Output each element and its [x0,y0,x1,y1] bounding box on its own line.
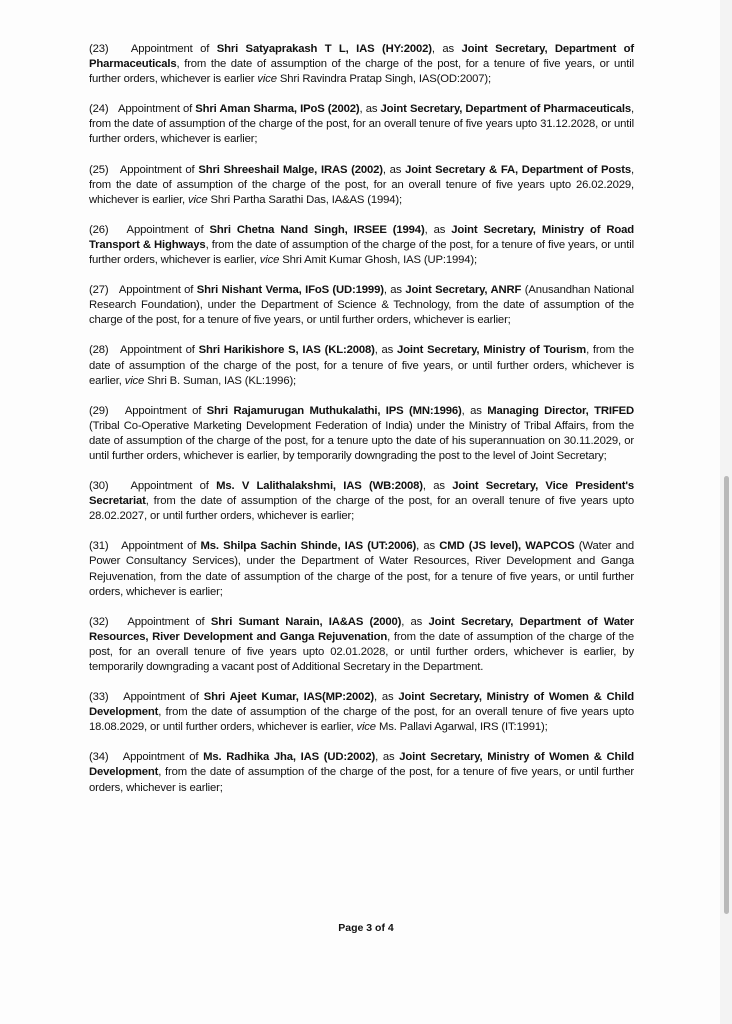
appointment-item-25 [89,163,634,208]
text-segment: , as [431,43,462,55]
italic-text: vice [188,193,208,206]
text-segment: , as [382,163,406,176]
bold-text: Joint Secretary, Department of Water Resources, River Development and Ganga Rejuvenation [89,615,634,643]
text-segment: (31) Appointment of [89,540,201,553]
text-segment: , from the date of assumption of the charge of the post, for an overall tenure of five years upto 26.02.2029, whichever is earlier, [89,163,634,206]
appointment-item-23 [89,42,634,87]
text-segment: (29) Appointment of [89,404,207,417]
appointment-item-27 [89,283,634,328]
text-segment: , from the date of assumption of the charge of the post, for a tenure of five years, or until further orders, whichever is earlier, [89,238,634,267]
text-segment: Shri B. Suman, IAS (KL:1996); [144,374,297,387]
text-segment: (23) Appointment of [89,43,217,55]
bold-text: Joint Secretary, Vice President's Secretariat [89,480,635,508]
bold-text: Shri Sumant Narain, IA&AS (2000) [210,615,402,628]
text-segment: , as [416,540,440,553]
text-segment: , as [375,751,400,764]
appointment-item-24 [89,102,634,147]
text-segment: (Anusandhan National Research Foundation), under the Department of Science & Technology, from the date of assumption of the charge of the post, for a tenure of five years, or until further orders, whichever is earlier; [89,284,634,327]
text-segment: (24) Appointment of [89,103,196,116]
bold-text: Joint Secretary, Department of Pharmaceuticals [89,43,635,71]
bold-text: Managing Director, TRIFED [487,404,634,417]
text-segment: , from the date of assumption of the charge of the post, for a tenure of five years, or until further orders, whichever is earlier; [89,766,634,794]
italic-text: vice [257,73,277,86]
text-segment: (26) Appointment of [89,223,210,236]
bold-text: Joint Secretary, Ministry of Women & Child Development [89,751,634,779]
text-segment: (25) Appointment of [89,163,199,176]
page-number: Page 3 of 4 [338,922,394,934]
text-segment: , as [401,615,429,628]
text-segment: (32) Appointment of [89,615,211,628]
text-segment: (Tribal Co-Operative Marketing Development Federation of India) under the Ministry of Tribal Affairs, from the date of assumption of the charge of the post, for a tenure upto the date of his superannuation on 30.11.2029, or until further orders, whichever is earlier, by temporarily downgrading the post to the level of Joint Secretary; [89,419,634,462]
text-segment: Ms. Pallavi Agarwal, IRS (IT:1991); [375,721,548,734]
bold-text: Shri Chetna Nand Singh, IRSEE (1994) [209,223,425,236]
bold-text: Shri Aman Sharma, IPoS (2002) [195,103,360,116]
text-segment: , from the date of assumption of the charge of the post, for an overall tenure of five years upto 28.02.2027, or until further orders, whichever is earlier; [89,495,634,523]
text-segment: (Water and Power Consultancy Services), under the Department of Water Resources, River Development and Ganga Rejuvenation, from the date of assumption of the charge of the post, for a tenure of five years, or until further orders, whichever is earlier; [89,540,634,598]
appointment-item-26 [89,223,634,268]
appointment-item-31 [89,539,634,599]
bold-text: Joint Secretary, Department of Pharmaceuticals [380,103,631,116]
text-segment: , as [461,404,488,417]
text-segment: (30) Appointment of [89,480,217,493]
bold-text: Joint Secretary, Ministry of Road Transport & Highways [89,223,634,251]
bold-text: Joint Secretary, Ministry of Tourism [397,344,587,357]
text-segment: , as [383,284,406,297]
bold-text: Ms. V Lalithalakshmi, IAS (WB:2008) [216,480,423,493]
italic-text: vice [356,721,376,734]
text-segment: , as [359,103,381,116]
appointments-list [89,42,634,811]
text-segment: (34) Appointment of [89,751,204,764]
text-segment: , as [422,480,453,493]
appointment-item-30 [89,479,634,524]
bold-text: Shri Rajamurugan Muthukalathi, IPS (MN:1996) [206,404,462,417]
text-segment: , from the date of assumption of the charge of the post, for an overall tenure of five years upto 02.01.2028, or until further orders, whichever is earlier, by temporarily downgrading a vacant post of Additional Secretary in the Department. [89,630,634,673]
text-segment: , from the date of assumption of the charge of the post, for an overall tenure of five years upto 31.12.2028, or until further orders, whichever is earlier; [89,103,634,146]
scrollbar-thumb[interactable] [724,476,729,914]
bold-text: Ms. Radhika Jha, IAS (UD:2002) [203,751,376,764]
text-segment: Shri Partha Sarathi Das, IA&AS (1994); [207,193,402,206]
bold-text: Shri Ajeet Kumar, IAS(MP:2002) [203,691,375,704]
text-segment: , as [424,223,452,236]
text-segment: , as [374,344,398,357]
bold-text: CMD (JS level), WAPCOS [439,540,575,553]
text-segment: , from the date of assumption of the charge of the post, for an overall tenure of five years upto 18.08.2029, or until further orders, whichever is earlier, [89,706,634,734]
text-segment: , from the date of assumption of the charge of the post, for a tenure of five years, or until further orders, whichever is earlier, [89,344,634,387]
appointment-item-32 [89,615,634,675]
bold-text: Ms. Shilpa Sachin Shinde, IAS (UT:2006) [200,540,417,553]
appointment-item-29 [89,404,634,464]
bold-text: Shri Harikishore S, IAS (KL:2008) [198,344,375,357]
text-segment: , as [374,691,399,704]
appointment-item-28 [89,343,634,388]
bold-text: Joint Secretary, Ministry of Women & Child Development [89,691,634,719]
text-segment: (28) Appointment of [89,344,199,357]
appointment-item-33 [89,690,634,735]
text-segment: Shri Ravindra Pratap Singh, IAS(OD:2007); [276,73,491,86]
bold-text: Shri Shreeshail Malge, IRAS (2002) [198,163,383,176]
bold-text: Shri Satyaprakash T L, IAS (HY:2002) [216,43,432,55]
appointment-item-34 [89,750,634,795]
bold-text: Joint Secretary & FA, Department of Posts [405,163,631,176]
text-segment: Shri Amit Kumar Ghosh, IAS (UP:1994); [279,254,477,267]
text-segment: , from the date of assumption of the charge of the post, for a tenure of five years, or until further orders, whichever is earlier [89,58,634,86]
text-segment: (27) Appointment of [89,284,197,297]
italic-text: vice [124,374,145,387]
scrollbar-track[interactable] [720,0,732,1024]
text-segment: (33) Appointment of [89,691,204,704]
bold-text: Joint Secretary, ANRF [405,284,522,297]
bold-text: Shri Nishant Verma, IFoS (UD:1999) [196,284,384,297]
italic-text: vice [259,254,280,267]
